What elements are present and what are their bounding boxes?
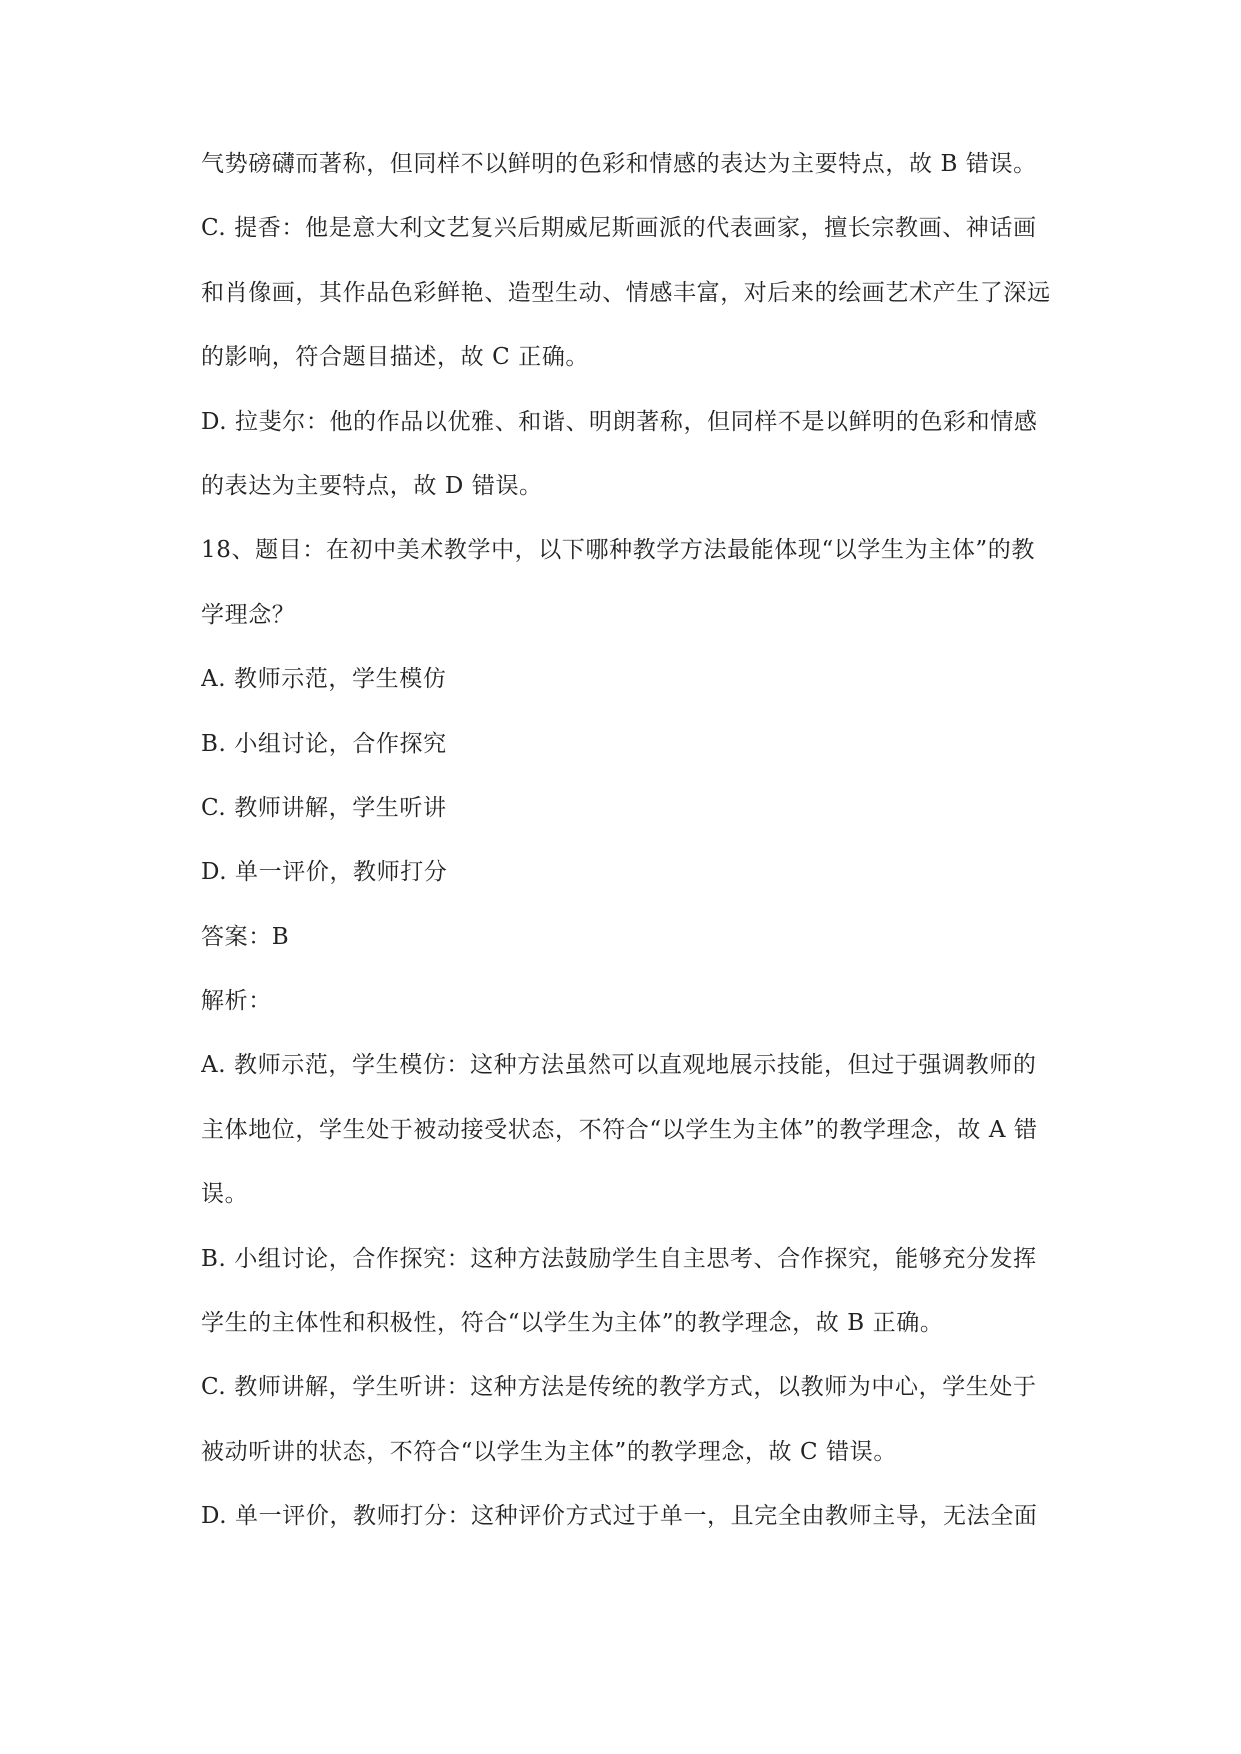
analysis-line: 被动听讲的状态，不符合“以学生为主体”的教学理念，故 C 错误。	[201, 1438, 897, 1465]
analysis-line: 学生的主体性和积极性，符合“以学生为主体”的教学理念，故 B 正确。	[201, 1310, 944, 1337]
option-a: A. 教师示范，学生模仿	[201, 666, 447, 693]
option-d: D. 单一评价，教师打分	[201, 859, 448, 886]
analysis-heading: 解析：	[201, 988, 272, 1015]
question-title: 18、题目：在初中美术教学中，以下哪种教学方法最能体现“以学生为主体”的教	[201, 537, 1035, 564]
analysis-line: D. 单一评价，教师打分：这种评价方式过于单一，且完全由教师主导，无法全面	[201, 1503, 1038, 1530]
text-line: C. 提香：他是意大利文艺复兴后期威尼斯画派的代表画家，擅长宗教画、神话画	[201, 215, 1037, 242]
document-body	[201, 143, 1086, 1560]
text-line: 气势磅礴而著称，但同样不以鲜明的色彩和情感的表达为主要特点，故 B 错误。	[201, 151, 1037, 177]
analysis-line: 误。	[201, 1181, 249, 1208]
analysis-line: C. 教师讲解，学生听讲：这种方法是传统的教学方式，以教师为中心，学生处于	[201, 1374, 1037, 1401]
option-b: B. 小组讨论，合作探究	[201, 730, 447, 757]
option-c: C. 教师讲解，学生听讲	[201, 794, 447, 821]
analysis-line: B. 小组讨论，合作探究：这种方法鼓励学生自主思考、合作探究，能够充分发挥	[201, 1245, 1037, 1272]
question-title-continued: 学理念？	[201, 601, 296, 628]
analysis-line: A. 教师示范，学生模仿：这种方法虽然可以直观地展示技能，但过于强调教师的	[201, 1052, 1037, 1079]
text-line: 的表达为主要特点，故 D 错误。	[201, 472, 543, 499]
text-line: 和肖像画，其作品色彩鲜艳、造型生动、情感丰富，对后来的绘画艺术产生了深远	[201, 279, 1051, 306]
answer-line: 答案：B	[201, 923, 290, 950]
analysis-line: 主体地位，学生处于被动接受状态，不符合“以学生为主体”的教学理念，故 A 错	[201, 1116, 1038, 1143]
text-line: 的影响，符合题目描述，故 C 正确。	[201, 344, 590, 371]
text-line: D. 拉斐尔：他的作品以优雅、和谐、明朗著称，但同样不是以鲜明的色彩和情感	[201, 408, 1038, 435]
